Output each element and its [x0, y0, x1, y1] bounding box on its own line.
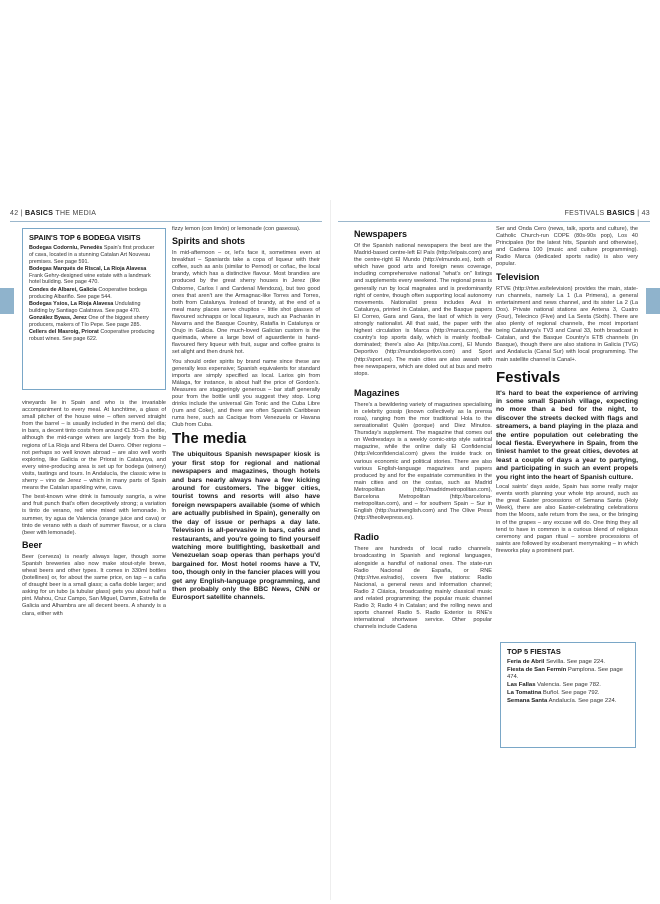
spirits-heading: Spirits and shots	[172, 236, 246, 247]
media-heading: The media	[172, 430, 247, 448]
top-fiestas-box	[500, 642, 636, 748]
festivals-paragraph: Local saints' days aside, Spain has some really major events worth planning your whole trip around, such as the great Easter processions of Semana Santa (Holy Week), there are also Easter-celebrating celebrations from the Moors, safe return from the sea, or the bringing in of the grapes – any excuse will do. One thing they all tend to have in common is a curious blend of religious ceremony and pagan ritual – sombre processions of saints are followed by exuberant merrymaking – in which fireworks play a prominent part.	[496, 484, 638, 554]
column-4	[496, 226, 638, 638]
magazines-paragraph: There's a bewildering variety of magazines specialising in celebrity gossip (known collectively as la prensa rosa), ranging from the mor traditional Hola to the sensationalist Quién (porque) and Diez Minutos. Thursday's supplement. The magazine that comes out on Wednesdays is a weekly comic-strip style satirical magazine, while the online daily El Confidencial (http://elconfidencial.com) gives the inside track on various economic and political stories. There are also various English-language magazines and papers produced by and for the expatriate communities in the main cities and on the costas, such as Madrid Metropolitan (http://madridmetropolitan.com), Barcelona Metropolitan (http://barcelona-metropolitan.com), and – for southern Spain – Sur in English (http://surinenglish.com) and The Olive Press (http://theolivepress.es).	[354, 401, 492, 522]
list-item: Cellers del Masroig, Priorat Cooperative producing robust wines. See page 622.	[29, 329, 155, 342]
festivals-heading: Festivals	[496, 368, 561, 386]
television-heading: Television	[496, 271, 540, 282]
right-page-title: FESTIVALS	[564, 210, 605, 217]
newspapers-heading: Newspapers	[354, 229, 408, 239]
wine-paragraph: vineyards lie in Spain and who is the invariable accompaniment to every meal. At lunchtime, a glass of small pitcher of the house wine – often served straight from the barrel – is usually included in the menú del día; in bars, a decent tinto costs from around €1.50–3 a bottle, although the mid-range wines are largely from the big regions of La Rioja and Ribera del Duero. Other regions – not perhaps so well known abroad – are also well worth exploring, like Galicia or the Priorat in Catalunya, and every wine-producing area is set up for bodega (winery) visits, tastings and tours. In Andalucía, the classic wine is sherry – vino de Jerez – which in many parts of Spain means the Catalan sparkling wine, cava.	[22, 400, 166, 492]
right-thumb-tab	[646, 288, 660, 314]
list-item: Bodegas Ysios, La Rioja Alavesa Undulating building by Santiago Calatrava. See page 470.	[29, 300, 141, 314]
left-page-number: 42	[10, 210, 19, 217]
list-item: Bodegas Marqués de Riscal, La Rioja Alavesa Frank Gehry-designed wine estate with a landmark hotel building. See page 470.	[29, 265, 151, 286]
list-item: Las Fallas Valencia. See page 782.	[507, 682, 601, 689]
beer-paragraph: Beer (cerveza) is nearly always lager, though some Spanish breweries also now make stout-style brews, wheat beers and other types. It comes in 330ml bottles (botellines) or, for about the same price, on tap – a caña of draught beer is a small glass; a caña doble larger; and asking for un tubo (a tubular glass) gets you about half a pint. Mahou, Cruz Campo, San Miguel, Damm, Estrella de Galicia and Alhambra are all decent beers. A shandy is a clara, either with	[22, 553, 166, 617]
spirits-paragraph-1: In mid-afternoon – or, let's face it, sometimes even at breakfast – Spaniards take a copa of liqueur with their coffee, such as anís (similar to Pernod) or coñac, the local brandy, which has a distinctive flavour. Most brandies are produced by the great sherry houses in Jerez (like Osborne, Carlos I and Cardenal Mendoza), but two good ones that aren't are the Armagnac-like Torres and Torres, both from Catalunya. Instead of brandy, at the end of a meal many places serve chupitos – little shot glasses of flavoured schnapps or local liqueurs, such as Pacharán in Navarra and the Basque Country, Ratafía in Catalunya or Orujo in Galicia. One much-loved Galician custom is the queimada, where a large bowl of aguardiente is hand-flavoured fiery liqueur with fruit, sugar and coffee grains is set alight and then drunk hot.	[172, 250, 320, 356]
beer-heading: Beer	[22, 539, 43, 550]
column-1	[22, 400, 166, 890]
right-section-label: BASICS	[606, 210, 635, 217]
spirits-paragraph-2: You should order spirits by brand name since these are generally less expensive; Spanish equivalents for standard imports are simply specified as local. Larios gin from Málaga, for instance, is about half the price of Gordon's. Measures are staggeringly generous – bar staff generally pour from the bottle until you suggest they stop. Long drinks include the universal Gin Tonic and the Cuba Libre (rum and Coke), and there are often Spanish Caribbean rums here, such as Cacique from Venezuela or Havana Club from Cuba.	[172, 358, 320, 429]
festivals-intro: It's hard to beat the experience of arriving in some small Spanish village, expecting no more than a bed for the night, to discover the streets decked with flags and streamers, a band playing in the plaza and the entire population out celebrating the local fiesta. Everywhere in Spain, from the tiniest hamlet to the great cities, devotes at least a couple of days a year to partying, and participating in such an event propels you right into the heart of Spanish culture.	[496, 389, 638, 481]
media-intro: The ubiquitous Spanish newspaper kiosk is your first stop for regional and national newspapers and magazines, though hotels and bars nearly always have a few kicking around for customers. The bigger cities, tourist towns and resorts will also have foreign newspapers available (some of which are actually published in Spain), generally on the day of issue or perhaps a day late. Television is all-pervasive in bars, cafés and restaurants, and you're going to find yourself watching more bullfighting, basketball and Venezuelan soap operas than perhaps you'd bargained for. Most hotel rooms have a TV, too, though only in the fancier places will you get any English-language programming, and then probably only the BBC News, CNN or Eurosport satellite channels.	[172, 451, 320, 602]
sangria-paragraph: The best-known wine drink is famously sangría, a wine and fruit punch that's often deceptively strong; a variation is tinto de verano, red wine mixed with lemonade. In summer, try agua de Valencia (orange juice and cava) or tinto de verano with a dash of summer flavour, or a clara (beer with lemonade).	[22, 494, 166, 536]
list-item: La Tomatina Buñol. See page 792.	[507, 690, 600, 697]
page-gutter	[330, 200, 331, 900]
left-page-title: THE MEDIA	[55, 210, 97, 217]
newspapers-paragraph: Of the Spanish national newspapers the best are the Madrid-based centre-left El País (http://elpais.com) and the centre-right El Mundo (http://elmundo.es), both of which have good arts and foreign news coverage, including comprehensive national "what's on" listings and supplements every weekend. The regional press is generally run by local magnates and is predominantly right of centre, though often supporting local autonomy movements. Nationalist press includes Avui in Catalunya, printed in Catalan, and the Basque papers El Correo, Gara and Gara, the last of which is very strongly nationalist. All that said, the paper with the highest circulation is Marca (http://marca.com), the country's top sports daily, which is mainly football-dominated; there's also As (http://as.com), El Mundo Deportivo (http://mundodeportivo.com) and Sport (http://sport.es). The main cities are also awash with free newspapers, which are doled out at bus and metro stops.	[354, 243, 492, 377]
left-thumb-tab	[0, 288, 14, 314]
radio-heading: Radio	[354, 532, 380, 543]
beer-continued: fizzy lemon (con limón) or lemonade (con gaseosa).	[172, 226, 301, 232]
radio-continued: Ser and Onda Cero (news, talk, sports and culture), the Catholic Church-run COPE (80s-90s pop), Los 40 Principales (for the latest hits, Spanish and otherwise), and Cadena 100 (music and culture programming). Radio Marca (dedicated sports radio) is also very popular.	[496, 226, 638, 268]
left-page-header: 42 | BASICS THE MEDIA	[10, 210, 97, 217]
list-item: Fiesta de San Fermín Pamplona. See page 474.	[507, 666, 623, 681]
television-paragraph: RTVE (http://rtve.es/television) provides the main, state-run channels, namely La 1 (La Primera), a general entertainment and news channel, and its sister La 2 (La Dos). Private national stations are Antena 3, Cuatro (Four), Telecinco (Five) and La Sexta (Sixth). There are also plenty of regional channels, the most important being Catalunya's TV3 and Canal 33, both broadcast in Catalan, and the Basque Country's ETB channels (in Basque), though there are also stations in Galicia (TVG) and Andalucía (Canal Sur) with local programming. The main satellite channel is Canal+.	[496, 285, 638, 363]
bodega-visits-box	[22, 228, 166, 390]
column-3	[354, 226, 492, 890]
list-item: Condes de Albarei, Galicia Cooperative bodega producing Albariño. See page 544.	[29, 286, 147, 300]
magazines-heading: Magazines	[354, 387, 400, 398]
radio-paragraph: There are hundreds of local radio channels, broadcasting in Spanish and regional languages, alongside a handful of national ones. The state-run Radio Nacional de España, or RNE (http://rtve.es/radio), covers five stations: Radio Nacional, a general news and information channel; Radio 2 Clásica, broadcasting mainly classical music and related programming; the popular music channel Radio 3; Radio 4 in Catalan; and the rolling news and sports channel Radio 5. Radio Exterior is RNE's international shortwave service. Other popular channels include Cadena	[354, 546, 492, 631]
right-page-header: FESTIVALS BASICS | 43	[564, 210, 650, 217]
list-item: Semana Santa Andalucía. See page 224.	[507, 698, 617, 705]
left-header-rule	[10, 221, 322, 222]
list-item: Feria de Abril Sevilla. See page 224.	[507, 659, 606, 665]
fiestas-box-title: TOP 5 FIESTAS	[507, 647, 561, 656]
list-item: González Byass, Jerez One of the biggest sherry producers, makers of Tío Pepe. See page 285.	[29, 314, 149, 328]
column-2	[172, 226, 320, 890]
right-header-rule	[338, 221, 650, 222]
right-page-number: 43	[641, 210, 650, 217]
bodega-box-title: SPAIN'S TOP 6 BODEGA VISITS	[29, 233, 141, 242]
list-item: Bodegas Codorníu, Penedès Spain's first producer of cava, located in a stunning Catalan Art Nouveau premises. See page 591.	[29, 245, 155, 265]
left-section-label: BASICS	[25, 210, 54, 217]
